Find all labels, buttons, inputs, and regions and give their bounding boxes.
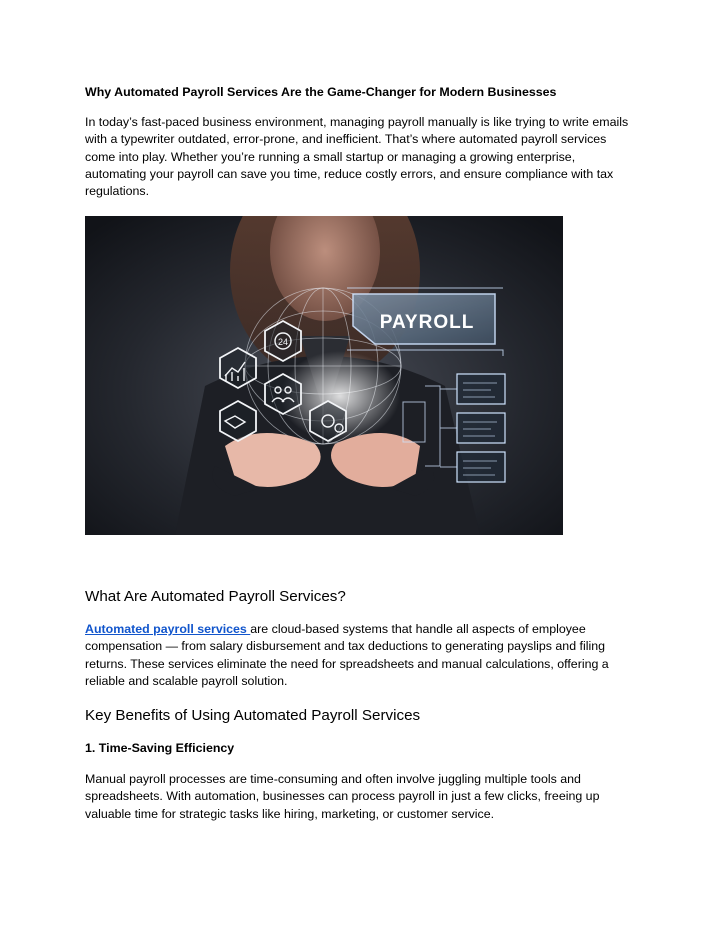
section-heading-benefits: Key Benefits of Using Automated Payroll Services [85,707,421,724]
section-heading-what: What Are Automated Payroll Services? [85,588,346,605]
payroll-label: PAYROLL [379,312,475,333]
automated-payroll-link[interactable]: Automated payroll services [85,622,251,636]
intro-paragraph: In today’s fast-paced business environment, managing payroll manually is like trying to write emails with a typewriter outdated, error-prone, and inefficient. That’s where automated payroll services come into play. Whether you’re running a small startup or managing a growing enterprise, automating your payroll can save you time, reduce costly errors, and ensure compliance with tax regulations. [85,115,629,199]
definition-paragraph [85,621,640,690]
subheading-time-saving: 1. Time-Saving Efficiency [85,741,235,755]
hero-image [85,216,563,535]
article-title: Why Automated Payroll Services Are the Game-Changer for Modern Businesses [85,85,557,99]
time-saving-paragraph: Manual payroll processes are time-consuming and often involve juggling multiple tools and spreadsheets. With automation, businesses can process payroll in just a few clicks, freeing up valuable time for strategic tasks like hiring, marketing, or customer service. [85,772,600,821]
badge-24-text: 24 [277,337,289,347]
definition-text: are cloud-based systems that handle all aspects of employee compensation — from salary disbursement and tax deductions to generating payslips and filing returns. These services eliminate the need for spreadsheets and manual calculations, offering a reliable and scalable payroll solution. [85,622,609,688]
